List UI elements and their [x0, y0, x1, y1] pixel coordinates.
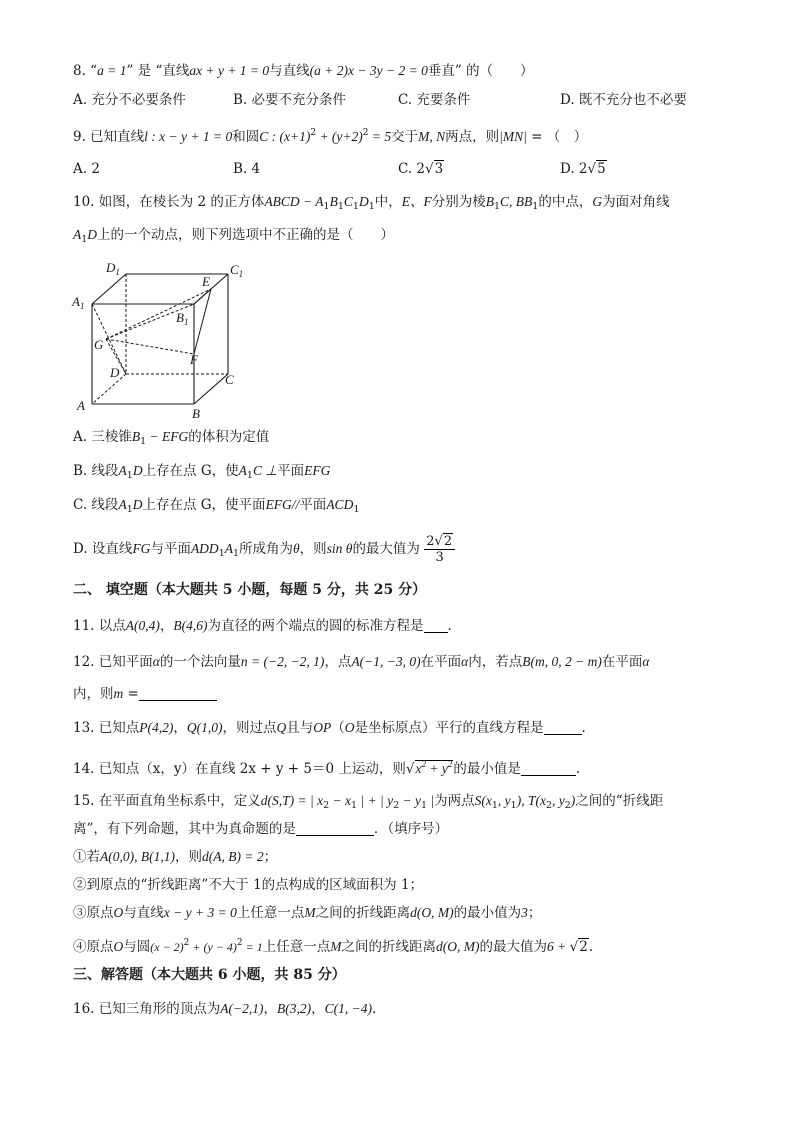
label-c1: $C_1$	[230, 262, 244, 279]
hidden-edges	[92, 274, 228, 404]
q12-stem-line2: 内，则m =	[73, 685, 774, 703]
label-b: B	[192, 406, 200, 420]
section-2-title: 二、 填空题（本大题共 5 小题，每题 5 分，共 25 分）	[73, 582, 427, 598]
q9-option-d: D. 2√5	[560, 161, 606, 177]
label-e: E	[202, 274, 210, 289]
q8-option-d: D. 既不充分也不必要	[560, 92, 687, 108]
answer-blank[interactable]	[424, 618, 448, 633]
q9-option-a: A. 2	[73, 161, 100, 177]
q8-option-b: B. 必要不充分条件	[233, 92, 347, 108]
q9-option-c: C. 2√3	[398, 161, 444, 177]
q8-option-a: A. 充分不必要条件	[73, 92, 186, 108]
answer-blank[interactable]	[296, 821, 374, 836]
answer-blank[interactable]	[521, 761, 576, 776]
q10-option-d: D. 设直线FG与平面$ADD_1A_1$所成角为θ，则sin θ的最大值为 $\frac{2√2}{3}$	[73, 530, 774, 568]
q9-option-b: B. 4	[233, 161, 261, 177]
q16-stem: 16. 已知三角形的顶点为A(−2,1)，B(3,2)，C(1, −4).	[73, 1001, 377, 1017]
label-a: A	[77, 398, 85, 413]
q15-item-1: ①若A(0,0), B(1,1)，则d(A, B) = 2；	[73, 849, 278, 865]
q10-stem-line2: $A_1D$上的一个动点，则下列选项中不正确的是（ ）	[73, 227, 395, 245]
q14-stem: 14. 已知点（x，y）在直线 2x + y + 5＝0 上运动，则$√x^2 + y^2$的最小值是 .	[73, 759, 581, 777]
label-g: G	[94, 337, 104, 352]
sqrt-expression: $x^2 + y^2$	[415, 759, 453, 776]
q8-stem: 8. “a = 1” 是 “直线ax + y + 1 = 0与直线(a + 2)x − 3y − 2 = 0垂直” 的（ ）	[73, 63, 534, 79]
label-f: F	[190, 352, 198, 367]
q15-stem-line2: 离”，有下列命题，其中为真命题的是 ．（填序号）	[73, 821, 449, 837]
visible-edges	[92, 274, 228, 404]
answer-blank[interactable]	[544, 720, 582, 735]
q15-stem-line1: 15. 在平面直角坐标系中，定义d(S,T) = | $x_2 - x_1$ | + | $y_2 - y_1$ |为两点$S(x_1$, $y_1$), $T(x_2$, $y_2$)之间的“折线距	[73, 793, 664, 811]
section-lines	[106, 289, 211, 354]
q13-stem: 13. 已知点P(4,2)，Q(1,0)，则过点Q且与OP（O是坐标原点）平行的直线方程是 .	[73, 720, 586, 736]
q10-option-b: B. 线段$A_1D$上存在点 G，使$A_1C$ ⊥平面EFG	[73, 463, 331, 481]
answer-blank[interactable]	[139, 686, 217, 701]
q11-stem: 11. 以点A(0,4)，B(4,6)为直径的两个端点的圆的标准方程是 .	[73, 618, 452, 634]
q15-item-3: ③原点O与直线x − y + 3 = 0上任意一点M之间的折线距离d(O, M)的最小值为3；	[73, 905, 542, 921]
q15-item-4: ④原点O与圆$(x - 2)^2 + (y - 4)^2 = 1$上任意一点M之间的折线距离d(O, M)的最大值为6 + √2.	[73, 938, 594, 955]
q8-option-c: C. 充要条件	[398, 92, 471, 108]
q15-item-2: ②到原点的“折线距离”不大于 1的点构成的区域面积为 1；	[73, 877, 424, 893]
label-d: D	[110, 365, 120, 380]
q10-option-a: A. 三棱锥$B_1$ − EFG的体积为定值	[73, 429, 270, 447]
cube-figure	[70, 260, 255, 420]
label-b1: $B_1$	[176, 310, 189, 327]
fraction-max-value: $\frac{2√2}{3}$	[424, 534, 455, 565]
q10-stem-line1: 10. 如图，在棱长为 2 的正方体ABCD − $A_1B_1C_1D_1$中，E、F分别为棱$B_1C$, $BB_1$的中点，G为面对角线	[73, 194, 670, 212]
q10-option-c: C. 线段$A_1D$上存在点 G，使平面EFG//平面$ACD_1$	[73, 497, 360, 515]
label-c: C	[225, 372, 234, 387]
q12-stem-line1: 12. 已知平面α的一个法向量n = (−2, −2, 1)，点A(−1, −3, 0)在平面α内，若点B(m, 0, 2 − m)在平面α	[73, 654, 650, 670]
q9-stem: 9. 已知直线l : x − y + 1 = 0和圆C : $(x+1)^2 + (y+2)^2 = 5$交于M, N两点，则|MN| = （ ）	[73, 128, 588, 145]
label-d1: $D_1$	[106, 260, 120, 277]
label-a1: $A_1$	[72, 294, 85, 311]
section-3-title: 三、解答题（本大题共 6 小题，共 85 分）	[73, 967, 346, 983]
